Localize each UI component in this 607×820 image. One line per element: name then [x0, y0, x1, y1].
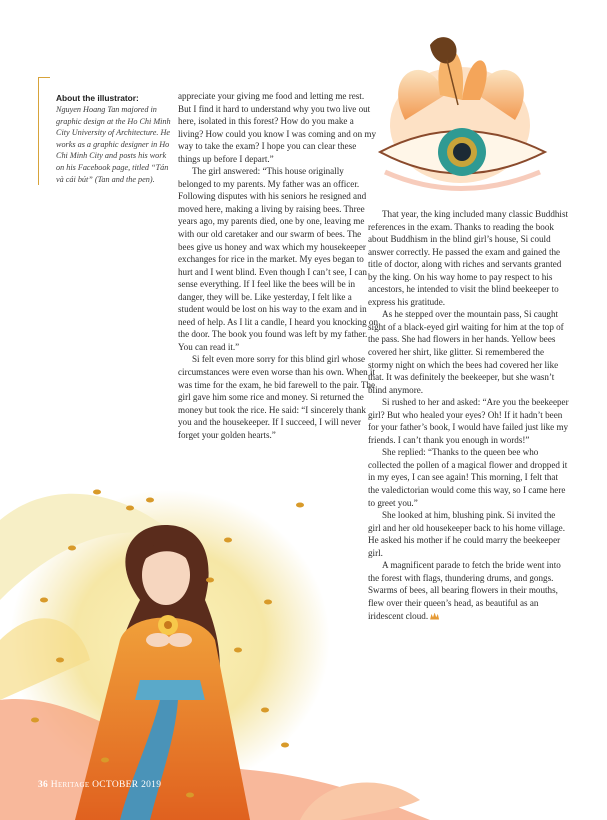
story-paragraph: As he stepped over the mountain pass, Si caught sight of a black-eyed girl waiting for him at the top of the pass. She had flowers in her hands. Yellow bees covered her shirt, like glitter. Si remembered the stormy night on which the bees had covered her like that. It was definitely the beekeeper, but she wasn’t blind anymore. [368, 309, 564, 395]
issue-date: OCTOBER 2019 [92, 780, 162, 790]
beekeeper-girl-illustration [0, 490, 430, 820]
story-paragraph: appreciate your giving me food and letting me rest. But I find it hard to understand why you two live out here, isolated in this forest? How do you make a living? How could you know I was coming and on my way to take the exam? I hope you can clear these things up before I depart.” [178, 91, 377, 164]
story-column-left [178, 90, 378, 441]
page-folio [38, 780, 161, 790]
eye-flower-illustration [380, 37, 545, 188]
story-paragraph-last [368, 559, 570, 622]
publication-name: Heritage [50, 780, 90, 790]
story-paragraph: That year, the king included many classic Buddhist references in the exam. Thanks to reading the book about Buddhism in the blind girl’s house, Si could answer correctly. He passed the exam and gained the title of doctor, along with riches and servants granted by the king. On his way home to pay respect to his ancestors, he intended to visit the blind beekeeper to express his gratitude. [368, 209, 569, 307]
crown-icon [430, 613, 439, 620]
story-paragraph: Si felt even more sorry for this blind girl whose circumstances were even worse than his own. When it was time for the exam, he bid farewell to the pair. The girl gave him some rice and money. Si returned the money but took the rice. He said: “I sincerely thank you and the housekeeper. If I succeed, I will never forget your golden hearts.” [178, 354, 376, 440]
illustrator-sidebar [38, 78, 174, 185]
story-paragraph: Si rushed to her and asked: “Are you the beekeeper girl? But who healed your eyes? Oh! If it hadn’t been for your father’s book, I would have failed just like my friends. I can’t thank you enough in words!” [368, 397, 569, 445]
sidebar-bio: Nguyen Hoang Tan majored in graphic design at the Ho Chi Minh City University of Architecture. He works as a graphic designer in Ho Chi Minh City and posts his work on his Facebook page, titled “Tán và cái bút” (Tan and the pen). [56, 105, 171, 184]
story-paragraph-text: A magnificent parade to fetch the bride went into the forest with flags, thundering drums, and gongs. Swarms of bees, all bearing flowers in their mouths, flew over their queen’s head, as beautiful as an iridescent cloud. [368, 560, 561, 621]
sidebar-title: About the illustrator: [56, 93, 139, 103]
story-paragraph: She replied: “Thanks to the queen bee who collected the pollen of a magical flower and dropped it in my eyes, I can see again! This morning, I felt that the valedictorian would come this way, so I came here to greet you.” [368, 447, 568, 508]
story-column-right [368, 208, 570, 622]
story-paragraph: She looked at him, blushing pink. Si invited the girl and her old housekeeper back to his home village. He asked his mother if he could marry the beekeeper girl. [368, 510, 565, 558]
page-number: 36 [38, 780, 49, 790]
story-paragraph: The girl answered: “This house originally belonged to my parents. My father was an officer. Following disputes with his seniors he resigned and moved here, making a living by raising bees. Three years ago, my parents died, one by one, leaving me with our old caretaker and our swarm of bees. The bees give us honey and wax which my housekeeper exchanges for rice in the market. My eyes began to hurt and I went blind. Even though I can’t see, I can sense everything. If I feel like the bees will be in danger, they will be. Like yesterday, I felt like a student would be lost on his way to the exam and in need of help. As I lit a candle, I heard you knocking on the door. The book you found was left by my father. You can read it.” [178, 166, 379, 352]
